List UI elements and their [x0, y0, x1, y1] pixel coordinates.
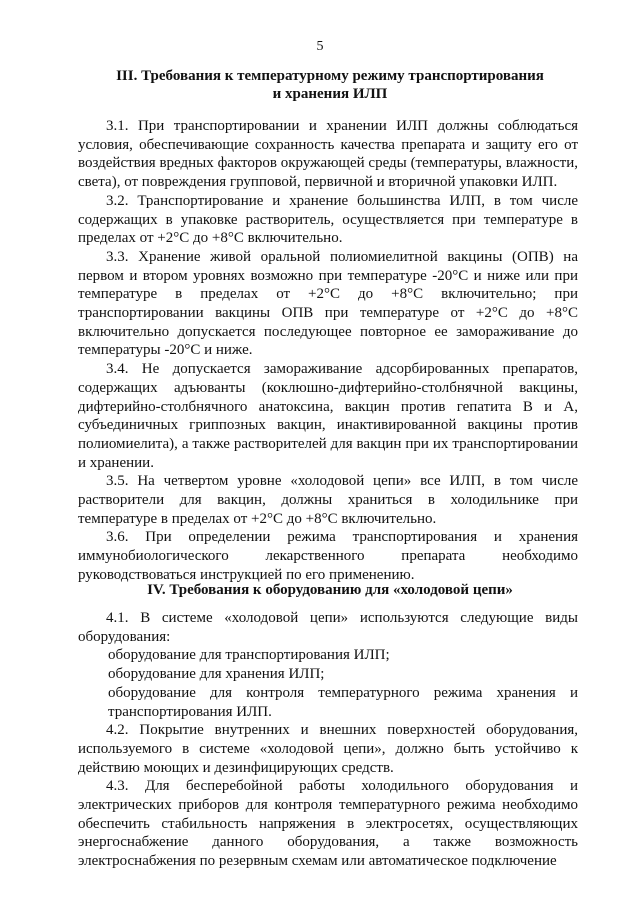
- section-4-body: [78, 609, 578, 871]
- paragraph-3-3: 3.3. Хранение живой оральной полиомиелитной вакцины (ОПВ) на первом и втором уровнях возможно при температуре -20°С и ниже или при температуре в пределах от +2°С до +8°С включительно; при транспортировании вакцины ОПВ при температуре от +2°С до +8°С включительно допускается последующее повторное ее замораживание до температуры -20°С и ниже.: [78, 248, 578, 359]
- paragraph-4-2: 4.2. Покрытие внутренних и внешних поверхностей оборудования, используемого в системе «холодовой цепи», должно быть устойчиво к действию моющих и дезинфицирующих средств.: [78, 722, 578, 776]
- equipment-list-item: оборудование для транспортирования ИЛП;: [108, 647, 390, 664]
- paragraph-3-2: 3.2. Транспортирование и хранение большинства ИЛП, в том числе содержащих в упаковке растворитель, осуществляется при температуре в пределах от +2°С до +8°С включительно.: [78, 192, 578, 247]
- paragraph-4-1: 4.1. В системе «холодовой цепи» используются следующие виды оборудования:: [78, 610, 578, 645]
- paragraph-3-4: 3.4. Не допускается замораживание адсорбированных препаратов, содержащих адъюванты (коклюшно-дифтерийно-столбнячной вакцины, дифтерийно-столбнячного анатоксина, вакцин против гепатита В и А, субъединичных гриппозных вакцин, инактивированной вакцины против полиомиелита), а также растворителей для вакцин при их транспортировании и хранении.: [78, 361, 578, 471]
- section-4-heading: IV. Требования к оборудованию для «холодовой цепи»: [147, 582, 513, 598]
- page-number: 5: [316, 39, 324, 54]
- section-3-heading-line-1: III. Требования к температурному режиму транспортирования: [116, 68, 544, 84]
- equipment-list-item: оборудование для контроля температурного режима хранения и транспортирования ИЛП.: [108, 684, 578, 720]
- section-3-heading-line-2: и хранения ИЛП: [272, 86, 388, 102]
- paragraph-4-3: 4.3. Для бесперебойной работы холодильного оборудования и электрических приборов для контроля температурного режима необходимо обеспечить стабильность напряжения в электросетях, осуществляющих энергоснабжение данного оборудования, а также возможность электроснабжения по резервным схемам или автоматическое подключение: [78, 778, 578, 870]
- section-3-heading: [60, 67, 600, 103]
- paragraph-3-6: 3.6. При определении режима транспортирования и хранения иммунобиологического лекарственного препарата необходимо руководствоваться инструкцией по его применению.: [78, 529, 578, 583]
- paragraph-3-5: 3.5. На четвертом уровне «холодовой цепи» все ИЛП, в том числе растворители для вакцин, должны храниться в холодильнике при температуре в пределах от +2°С до +8°С включительно.: [78, 473, 578, 527]
- paragraph-3-1: 3.1. При транспортировании и хранении ИЛП должны соблюдаться условия, обеспечивающие сохранность качества препарата и защиту его от воздействия вредных факторов окружающей среды (температуры, влажности, света), от повреждения групповой, первичной и вторичной упаковки ИЛП.: [78, 118, 578, 191]
- section-3-body: [78, 117, 578, 585]
- equipment-list-item: оборудование для хранения ИЛП;: [108, 666, 325, 683]
